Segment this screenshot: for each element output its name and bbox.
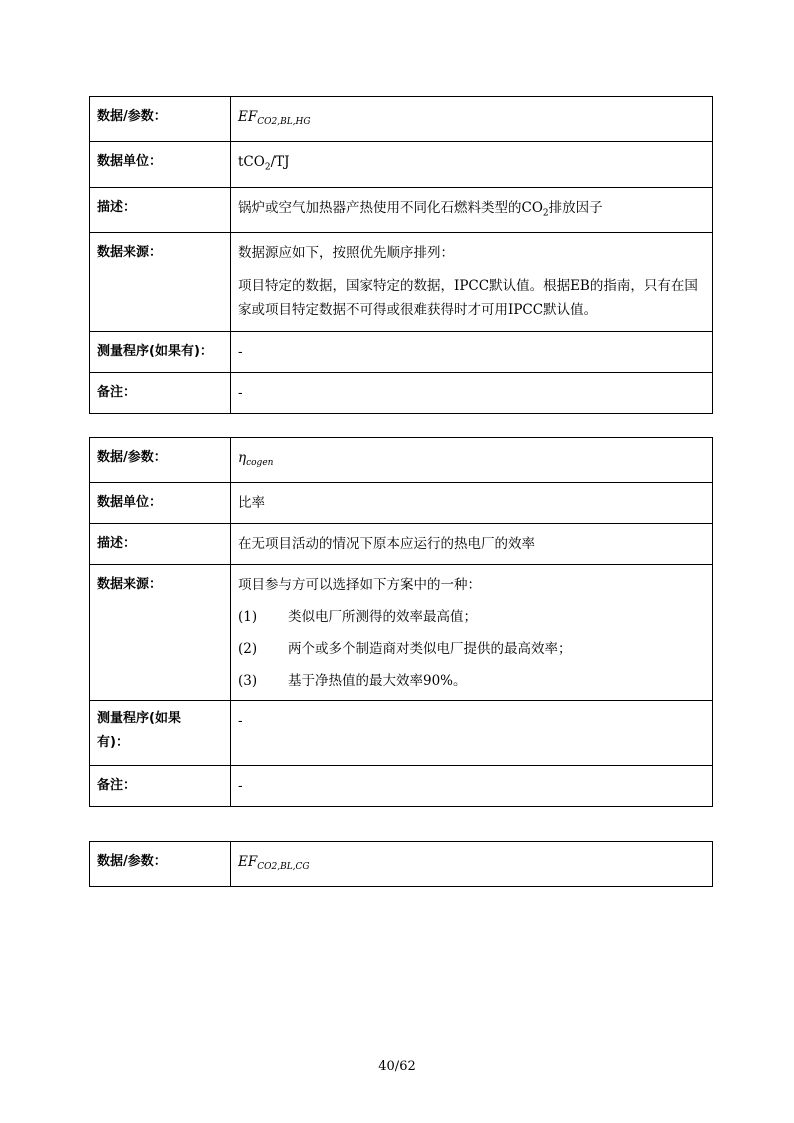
- table-row: [90, 565, 713, 701]
- param-symbol: $EF_{CO2,BL,HG}$: [231, 97, 713, 142]
- parameter-table-ef-hg: [89, 96, 713, 414]
- source-value: [231, 233, 713, 332]
- unit-label: 数据单位：: [90, 142, 231, 188]
- page-number: 40/62: [378, 1059, 416, 1074]
- param-label: 数据/参数：: [90, 842, 231, 887]
- description-label: 描述：: [90, 524, 231, 565]
- description-label: 描述：: [90, 187, 231, 233]
- table-row: [90, 438, 713, 483]
- table-row: [90, 524, 713, 565]
- source-intro: 项目参与方可以选择如下方案中的一种：: [238, 577, 481, 593]
- unit-value: 比率: [231, 483, 713, 524]
- param-label: 数据/参数：: [90, 438, 231, 483]
- source-paragraph: 项目特定的数据，国家特定的数据，IPCC默认值。根据EB的指南，只有在国家或项目特定数据不可得或很难获得时才可用IPCC默认值。: [238, 278, 698, 319]
- remarks-value: -: [231, 373, 713, 414]
- list-item: (1) 类似电厂所测得的效率最高值；: [238, 609, 477, 625]
- remarks-label: 备注：: [90, 373, 231, 414]
- table-row: [90, 766, 713, 807]
- procedure-value: -: [231, 701, 713, 766]
- description-value: 锅炉或空气加热器产热使用不同化石燃料类型的$CO_2$排放因子: [231, 187, 713, 233]
- unit-value: tCO$_2$/TJ: [231, 142, 713, 188]
- source-paragraph: 数据源应如下，按照优先顺序排列：: [238, 245, 454, 262]
- source-label: 数据来源：: [90, 233, 231, 332]
- table-row: [90, 373, 713, 414]
- parameter-table-ef-cg: [89, 841, 713, 887]
- table-row: [90, 483, 713, 524]
- param-label: 数据/参数：: [90, 97, 231, 142]
- table-row: [90, 701, 713, 766]
- table-row: [90, 332, 713, 373]
- param-symbol: $EF_{CO2,BL,CG}$: [231, 842, 713, 887]
- source-value: [231, 565, 713, 701]
- table-row: [90, 97, 713, 142]
- table-row: [90, 842, 713, 887]
- procedure-value: -: [231, 332, 713, 373]
- remarks-value: -: [231, 766, 713, 807]
- remarks-label: 备注：: [90, 766, 231, 807]
- parameter-table-eta-cogen: [89, 437, 713, 807]
- param-symbol: $\eta_{cogen}$: [231, 438, 713, 483]
- table-row: [90, 187, 713, 233]
- description-value: 在无项目活动的情况下原本应运行的热电厂的效率: [231, 524, 713, 565]
- unit-label: 数据单位：: [90, 483, 231, 524]
- procedure-label: 测量程序(如果有)：: [90, 332, 231, 373]
- list-item: (2) 两个或多个制造商对类似电厂提供的最高效率；: [238, 641, 572, 657]
- table-row: [90, 233, 713, 332]
- table-row: [90, 142, 713, 188]
- source-label: 数据来源：: [90, 565, 231, 701]
- procedure-label: 测量程序(如果有)：: [90, 701, 231, 766]
- list-item: (3) 基于净热值的最大效率90%。: [238, 673, 467, 689]
